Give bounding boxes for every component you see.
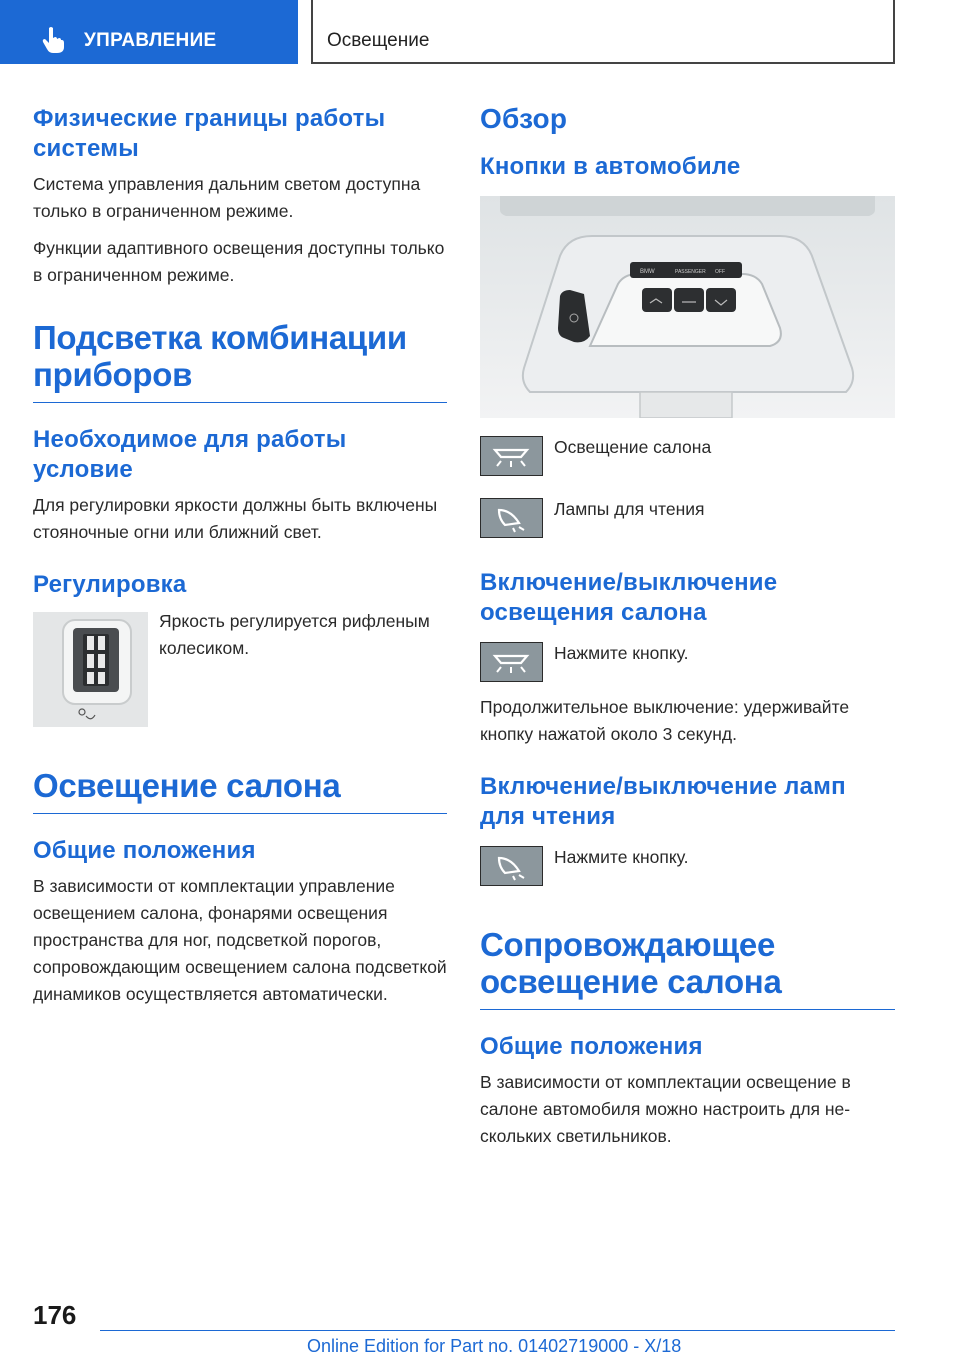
pointing-hand-icon bbox=[40, 26, 66, 54]
footer-edition: Online Edition for Part no. 01402719000 - X/18 bbox=[307, 1336, 682, 1356]
heading-overview: Обзор bbox=[480, 103, 568, 134]
paragraph: Нажмите кнопку. bbox=[554, 847, 689, 867]
chapter-tab-label: УПРАВЛЕНИЕ bbox=[84, 30, 217, 51]
heading-instrument-lighting: Подсветка комбинации приборов bbox=[33, 319, 447, 403]
paragraph: В зависимости от комплектации освещение в салоне автомобиля можно настроить для нескольких светильников. bbox=[480, 1072, 851, 1146]
heading-follow-me-lighting: Сопровождающее освещение салона bbox=[480, 926, 895, 1010]
paragraph: Продолжительное выключение: удерживайте кнопку нажатой около 3 секунд. bbox=[480, 697, 850, 744]
heading-physical-limits: Физические границы работы системы bbox=[33, 105, 386, 162]
paragraph: Функции адаптивного освещения доступны только в ограниченном режиме. bbox=[33, 238, 445, 285]
chapter-tab[interactable] bbox=[0, 0, 298, 64]
section-header bbox=[311, 0, 895, 64]
reading-light-button-icon bbox=[480, 498, 543, 538]
page-number: 176 bbox=[33, 1300, 77, 1330]
section-title: Освещение bbox=[327, 30, 430, 51]
heading-interior-lighting: Освещение салона bbox=[33, 767, 447, 814]
heading-general: Общие положения bbox=[33, 837, 256, 864]
heading-toggle-interior: Включение/выключение освещения салона bbox=[480, 569, 778, 626]
reading-light-button-icon bbox=[480, 846, 543, 886]
heading-general: Общие положения bbox=[480, 1033, 703, 1060]
paragraph: Для регулировки яркости должны быть включены стояночные огни или ближний свет. bbox=[33, 495, 438, 542]
heading-buttons-in-car: Кнопки в автомобиле bbox=[480, 153, 741, 180]
heading-adjustment: Регулировка bbox=[33, 571, 187, 598]
paragraph: Нажмите кнопку. bbox=[554, 643, 689, 663]
left-column bbox=[33, 100, 447, 1008]
heading-requirement: Необходимое для работы условие bbox=[33, 426, 347, 483]
paragraph: Система управления дальним светом доступна только в ограниченном режиме. bbox=[33, 174, 421, 221]
icon-label: Освещение салона bbox=[554, 437, 712, 457]
overhead-console-photo bbox=[480, 196, 895, 418]
interior-light-button-icon bbox=[480, 642, 543, 682]
footer-divider bbox=[100, 1330, 895, 1331]
paragraph: В зависимости от комплектации управление освещением салона, фонарями освещения пространства для ног, подсветкой порогов, сопровождающим освещением салона подсветкой динамиков осуществляется автоматически. bbox=[33, 876, 447, 1004]
svg-text:OFF: OFF bbox=[715, 269, 725, 275]
right-column bbox=[480, 100, 895, 1150]
dimmer-wheel-photo bbox=[33, 612, 148, 727]
svg-text:BMW: BMW bbox=[640, 269, 655, 275]
heading-toggle-reading: Включение/выключение ламп для чтения bbox=[480, 773, 846, 830]
paragraph: Яркость регулируется рифленым колесиком. bbox=[159, 611, 430, 658]
icon-label: Лампы для чтения bbox=[554, 499, 705, 519]
interior-light-button-icon bbox=[480, 436, 543, 476]
svg-text:PASSENGER: PASSENGER bbox=[675, 269, 706, 275]
